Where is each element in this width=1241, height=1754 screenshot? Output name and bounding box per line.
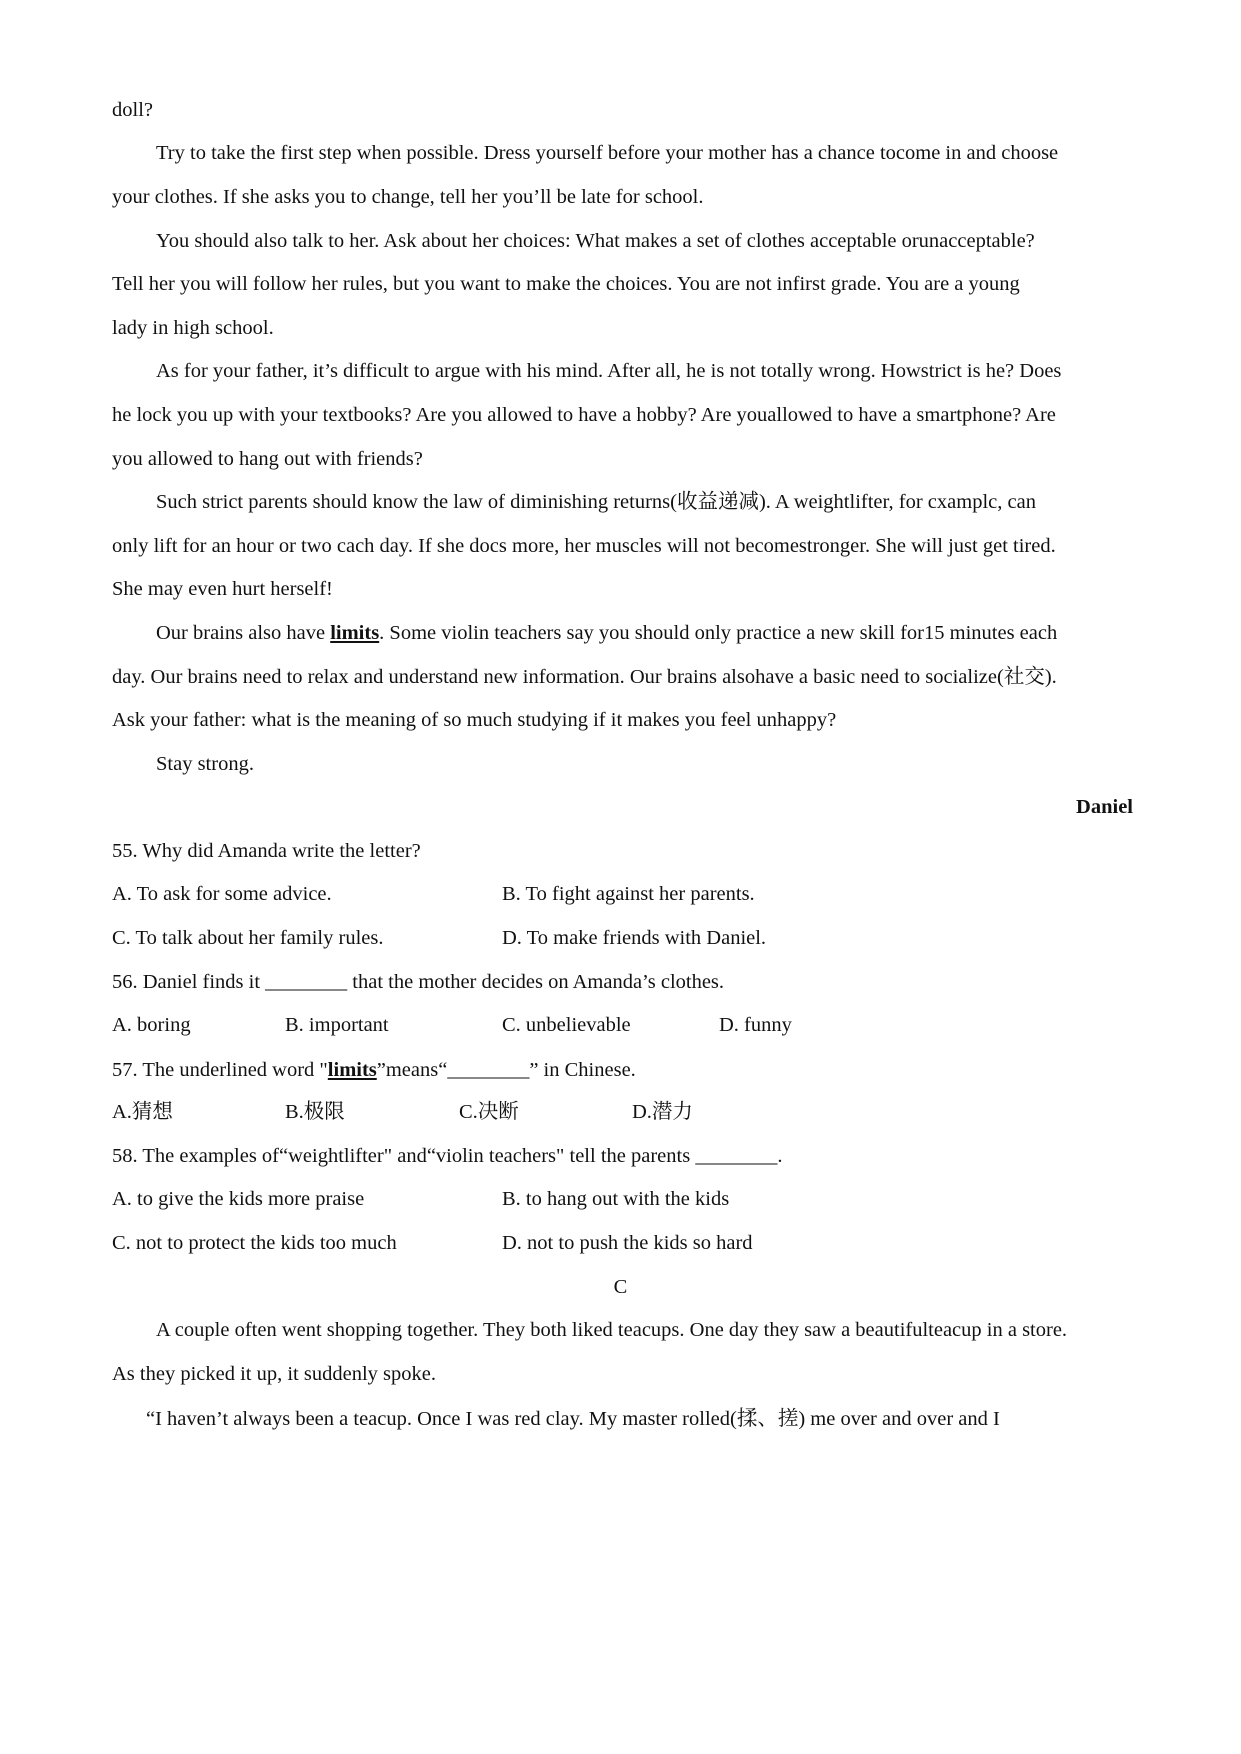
question-58-option-d: D. not to push the kids so hard: [502, 1232, 753, 1254]
question-57-option-b: B.极限: [285, 1101, 345, 1123]
question-55-option-b: B. To fight against her parents.: [502, 883, 755, 905]
question-58-option-c: C. not to protect the kids too much: [112, 1232, 397, 1254]
question-57-option-d: D.潜力: [632, 1101, 693, 1123]
passage-b-line: Ask your father: what is the meaning of so much studying if it makes you feel unhappy?: [112, 709, 837, 731]
question-58-option-b: B. to hang out with the kids: [502, 1188, 730, 1210]
passage-c-line: “I haven’t always been a teacup. Once I was red clay. My master rolled(揉、搓) me over and over and I: [146, 1408, 1000, 1430]
passage-b-line: Stay strong.: [156, 753, 254, 775]
question-56-option-c: C. unbelievable: [502, 1014, 631, 1036]
passage-c-line: A couple often went shopping together. They both liked teacups. One day they saw a beautifulteacup in a store.: [156, 1319, 1068, 1341]
letter-signature: Daniel: [1076, 796, 1133, 818]
passage-b-line: day. Our brains need to relax and understand new information. Our brains alsohave a basic need to socialize(社交).: [112, 666, 1057, 688]
text-run: 57. The underlined word ": [112, 1059, 328, 1081]
question-58-option-a: A. to give the kids more praise: [112, 1188, 365, 1210]
question-55-option-d: D. To make friends with Daniel.: [502, 927, 767, 949]
text-run: ”means“________” in Chinese.: [376, 1059, 636, 1081]
question-57-stem: [112, 1056, 1132, 1084]
passage-b-line: You should also talk to her. Ask about her choices: What makes a set of clothes acceptable orunacceptable?: [156, 230, 1035, 252]
passage-b-line: only lift for an hour or two cach day. If she docs more, her muscles will not becomestronger. She will just get tired.: [112, 535, 1056, 557]
passage-b-line: lady in high school.: [112, 317, 274, 339]
question-56-stem: 56. Daniel finds it ________ that the mother decides on Amanda’s clothes.: [112, 971, 725, 993]
question-56-option-b: B. important: [285, 1014, 389, 1036]
passage-b-line: Such strict parents should know the law of diminishing returns(收益递减). A weightlifter, for cxamplc, can: [156, 491, 1036, 513]
question-55-option-c: C. To talk about her family rules.: [112, 927, 384, 949]
question-56-option-d: D. funny: [719, 1014, 792, 1036]
passage-b-line: doll?: [112, 99, 153, 121]
question-57-option-a: A.猜想: [112, 1101, 173, 1123]
underlined-word-limits: limits: [327, 1059, 377, 1081]
passage-b-line: he lock you up with your textbooks? Are you allowed to have a hobby? Are youallowed to have a smartphone? Are: [112, 404, 1056, 426]
text-run: . Some violin teachers say you should only practice a new skill for15 minutes each: [379, 622, 1058, 644]
question-57-option-c: C.决断: [459, 1101, 519, 1123]
passage-b-line: Try to take the first step when possible. Dress yourself before your mother has a chance tocome in and choose: [156, 142, 1059, 164]
passage-b-line: [156, 619, 1176, 647]
passage-b-line: your clothes. If she asks you to change, tell her you’ll be late for school.: [112, 186, 704, 208]
passage-b-line: you allowed to hang out with friends?: [112, 448, 423, 470]
text-run: Our brains also have: [156, 622, 331, 644]
question-55-option-a: A. To ask for some advice.: [112, 883, 332, 905]
passage-c-line: As they picked it up, it suddenly spoke.: [112, 1363, 436, 1385]
question-56-option-a: A. boring: [112, 1014, 191, 1036]
question-55-stem: 55. Why did Amanda write the letter?: [112, 840, 421, 862]
passage-c-heading: C: [613, 1276, 628, 1298]
passage-b-line: She may even hurt herself!: [112, 578, 333, 600]
question-58-stem: 58. The examples of“weightlifter" and“violin teachers" tell the parents ________.: [112, 1145, 783, 1167]
passage-b-line: Tell her you will follow her rules, but you want to make the choices. You are not infirst grade. You are a young: [112, 273, 1020, 295]
passage-b-line: As for your father, it’s difficult to argue with his mind. After all, he is not totally wrong. Howstrict is he? Does: [156, 360, 1062, 382]
underlined-word-limits: limits: [330, 622, 380, 644]
